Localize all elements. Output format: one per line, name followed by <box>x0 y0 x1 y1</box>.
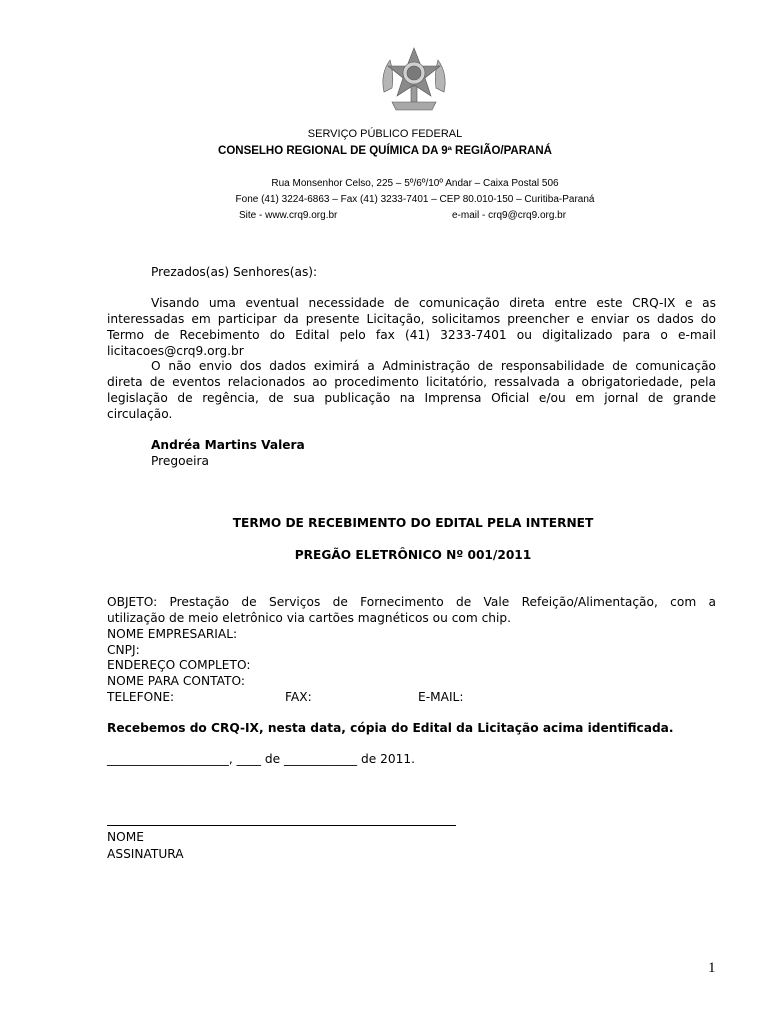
signer-role: Pregoeira <box>151 454 209 468</box>
signer-name: Andréa Martins Valera <box>151 438 305 452</box>
paragraph-1-line-3: Termo de Recebimento do Edital pelo fax (41) 3233-7401 ou digitalizado para o e-mail <box>107 328 716 342</box>
paragraph-1-line-4: licitacoes@crq9.org.br <box>107 344 244 358</box>
header-council: CONSELHO REGIONAL DE QUÍMICA DA 9ª REGIÃO/PARANÁ <box>218 145 552 157</box>
header-site: Site - www.crq9.org.br <box>239 210 338 221</box>
paragraph-2-line-2: direta de eventos relacionados ao procedimento licitatório, ressalvada a obrigatoriedade, pela <box>107 375 716 389</box>
signature-line <box>107 825 456 826</box>
header-address: Rua Monsenhor Celso, 225 – 5º/6º/10º Andar – Caixa Postal 506 <box>271 178 559 189</box>
header-service: SERVIÇO PÚBLICO FEDERAL <box>307 128 463 140</box>
field-cnpj: CNPJ: <box>107 643 140 657</box>
object-line-2: utilização de meio eletrônico via cartões magnéticos ou com chip. <box>107 611 512 625</box>
page-number: 1 <box>708 960 716 976</box>
header-phones: Fone (41) 3224-6863 – Fax (41) 3233-7401 – CEP 80.010-150 – Curitiba-Paraná <box>235 194 595 205</box>
date-line: ____________________, ____ de ____________ de 2011. <box>107 752 415 766</box>
paragraph-2-line-1: O não envio dos dados eximirá a Administração de responsabilidade de comunicação <box>151 359 716 373</box>
name-label: NOME <box>107 830 144 844</box>
field-address: ENDEREÇO COMPLETO: <box>107 658 251 672</box>
paragraph-1-line-2: interessadas em participar da presente Licitação, solicitamos preencher e enviar os dados do <box>107 312 716 326</box>
field-fax: FAX: <box>285 690 312 704</box>
term-title: TERMO DE RECEBIMENTO DO EDITAL PELA INTERNET <box>232 516 594 530</box>
signature-label: ASSINATURA <box>107 847 184 861</box>
term-subtitle: PREGÃO ELETRÔNICO Nº 001/2011 <box>294 548 532 562</box>
greeting: Prezados(as) Senhores(as): <box>151 265 318 279</box>
paragraph-2-line-3: legislação de regência, de sua publicação na Imprensa Oficial e/ou em jornal de grande <box>107 391 716 405</box>
field-email: E-MAIL: <box>418 690 464 704</box>
header-email: e-mail - crq9@crq9.org.br <box>452 210 567 221</box>
paragraph-1-line-1: Visando uma eventual necessidade de comunicação direta entre este CRQ-IX e as <box>151 296 716 310</box>
field-contact: NOME PARA CONTATO: <box>107 674 245 688</box>
paragraph-2-line-4: circulação. <box>107 407 173 421</box>
field-phone: TELEFONE: <box>107 690 175 704</box>
field-company: NOME EMPRESARIAL: <box>107 627 238 641</box>
object-line-1: OBJETO: Prestação de Serviços de Fornecimento de Vale Refeição/Alimentação, com a <box>107 595 716 609</box>
coat-of-arms-emblem <box>376 44 452 120</box>
receipt-statement: Recebemos do CRQ-IX, nesta data, cópia do Edital da Licitação acima identificada. <box>107 721 674 735</box>
